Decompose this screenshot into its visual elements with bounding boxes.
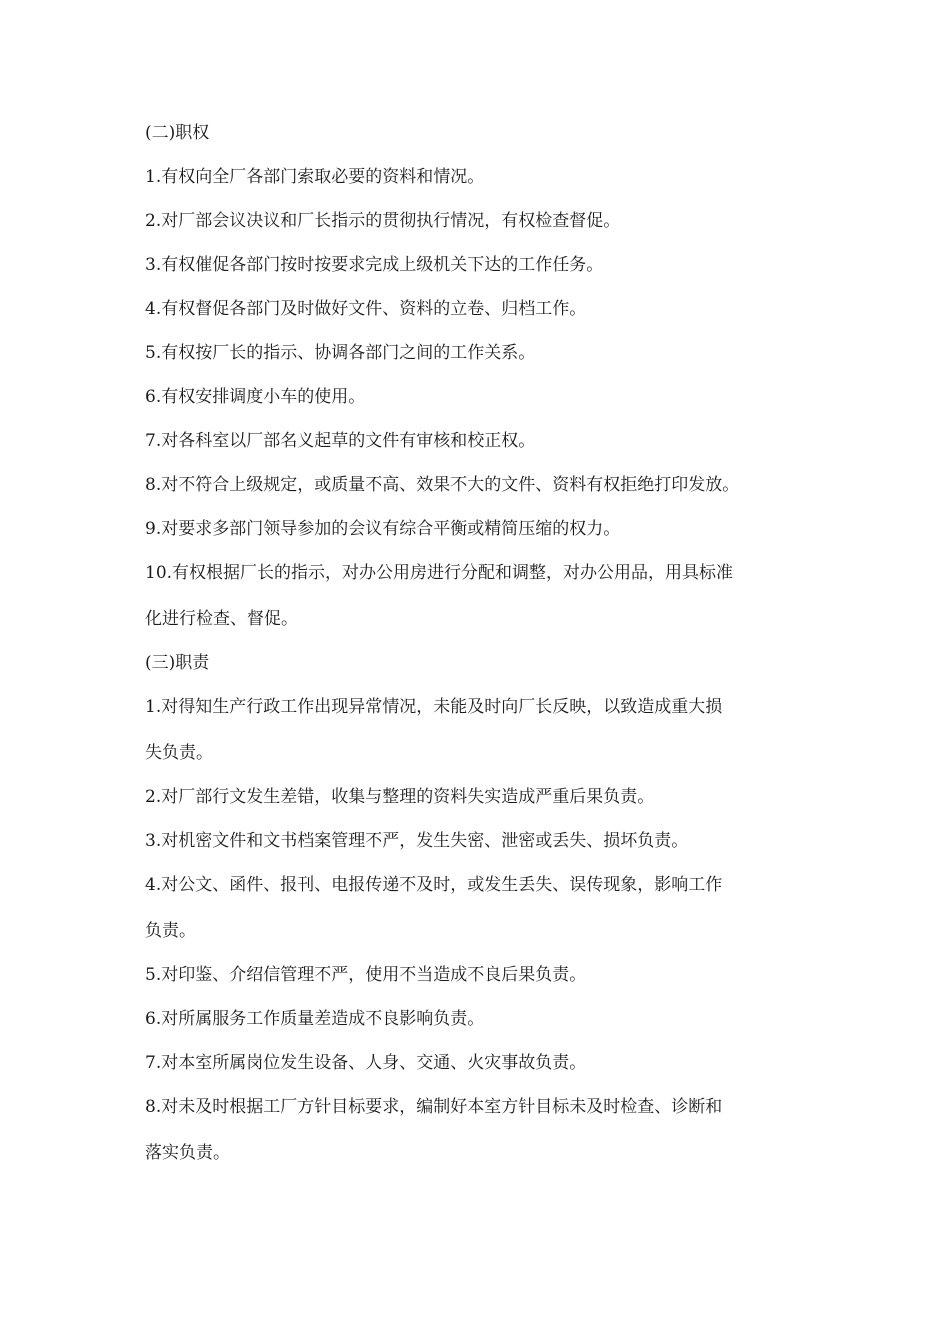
authority-item-4 [145, 298, 815, 320]
responsibility-item-8 [145, 1096, 815, 1164]
paragraph-line: 2.对厂部行文发生差错，收集与整理的资料失实造成严重后果负责。 [145, 787, 655, 807]
authority-item-6 [145, 386, 815, 408]
authority-item-8 [145, 474, 815, 496]
paragraph-line: 4.对公文、函件、报刊、电报传递不及时，或发生丢失、误传现象，影响工作 [145, 875, 723, 895]
paragraph-line: 4.有权督促各部门及时做好文件、资料的立卷、归档工作。 [145, 299, 587, 319]
authority-item-10 [145, 562, 815, 630]
paragraph-line: 3.有权催促各部门按时按要求完成上级机关下达的工作任务。 [145, 255, 604, 275]
paragraph-line: 负责。 [145, 921, 196, 941]
authority-item-7 [145, 430, 815, 452]
responsibility-item-5 [145, 964, 815, 986]
section-heading: (三)职责 [145, 653, 210, 673]
section-heading-authority [145, 122, 815, 144]
paragraph-line: 8.对未及时根据工厂方针目标要求，编制好本室方针目标未及时检查、诊断和 [145, 1097, 723, 1117]
responsibility-item-3 [145, 830, 815, 852]
authority-item-3 [145, 254, 815, 276]
paragraph-line: 5.对印鉴、介绍信管理不严，使用不当造成不良后果负责。 [145, 965, 587, 985]
paragraph-line: 失负责。 [145, 743, 213, 763]
authority-item-5 [145, 342, 815, 364]
responsibility-item-4 [145, 874, 815, 942]
paragraph-line: 10.有权根据厂长的指示，对办公用房进行分配和调整，对办公用品，用具标准 [145, 563, 734, 583]
authority-item-1 [145, 166, 815, 188]
paragraph-line: 1.对得知生产行政工作出现异常情况，未能及时向厂长反映，以致造成重大损 [145, 697, 723, 717]
section-heading-responsibility [145, 652, 815, 674]
paragraph-line: 3.对机密文件和文书档案管理不严，发生失密、泄密或丢失、损坏负责。 [145, 831, 689, 851]
paragraph-line: 6.有权安排调度小车的使用。 [145, 387, 366, 407]
responsibility-item-2 [145, 786, 815, 808]
paragraph-line: 8.对不符合上级规定，或质量不高、效果不大的文件、资料有权拒绝打印发放。 [145, 475, 740, 495]
paragraph-line: 1.有权向全厂各部门索取必要的资料和情况。 [145, 167, 485, 187]
paragraph-line: 落实负责。 [145, 1143, 230, 1163]
responsibility-item-6 [145, 1008, 815, 1030]
document-body [145, 122, 815, 1186]
authority-item-9 [145, 518, 815, 540]
paragraph-line: 7.对本室所属岗位发生设备、人身、交通、火灾事故负责。 [145, 1053, 587, 1073]
paragraph-line: 7.对各科室以厂部名义起草的文件有审核和校正权。 [145, 431, 536, 451]
section-heading: (二)职权 [145, 123, 210, 143]
authority-item-2 [145, 210, 815, 232]
paragraph-line: 化进行检查、督促。 [145, 609, 298, 629]
responsibility-item-1 [145, 696, 815, 764]
paragraph-line: 5.有权按厂长的指示、协调各部门之间的工作关系。 [145, 343, 536, 363]
paragraph-line: 2.对厂部会议决议和厂长指示的贯彻执行情况，有权检查督促。 [145, 211, 621, 231]
paragraph-line: 9.对要求多部门领导参加的会议有综合平衡或精简压缩的权力。 [145, 519, 621, 539]
paragraph-line: 6.对所属服务工作质量差造成不良影响负责。 [145, 1009, 485, 1029]
responsibility-item-7 [145, 1052, 815, 1074]
